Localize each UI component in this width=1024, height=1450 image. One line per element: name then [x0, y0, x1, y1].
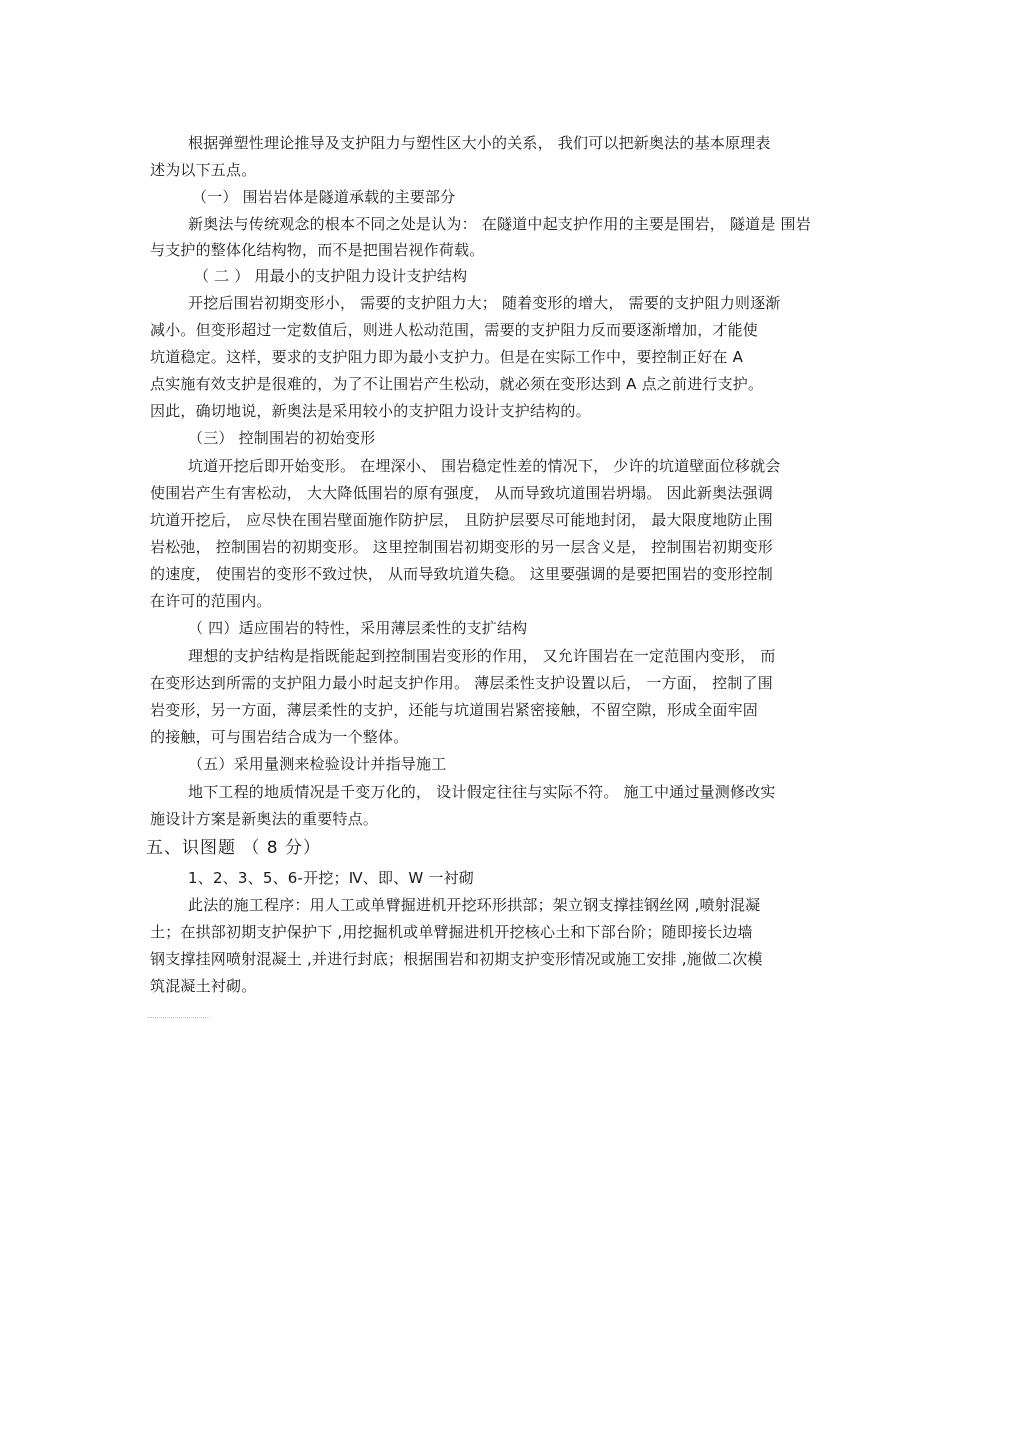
- paragraph-line: 坑道稳定。这样，要求的支护阻力即为最小支护力。但是在实际工作中，要控制正好在 A: [150, 348, 744, 366]
- paragraph-line: 在许可的范围内。: [150, 592, 272, 610]
- scan-artifact-divider: [148, 1017, 210, 1018]
- paragraph-line: 坑道开挖后即开始变形。 在埋深小、 围岩稳定性差的情况下， 少许的坑道壁面位移就会: [188, 457, 781, 475]
- section-heading-3: （三） 控制围岩的初始变形: [188, 429, 376, 447]
- section-heading-2: （ 二 ） 用最小的支护阻力设计支护结构: [194, 267, 468, 285]
- paragraph-line: 地下工程的地质情况是千变万化的， 设计假定往往与实际不符。 施工中通过量测修改实: [188, 783, 776, 801]
- paragraph-line: 坑道开挖后， 应尽快在围岩壁面施作防护层， 且防护层要尽可能地封闭， 最大限度地防止围: [150, 511, 773, 529]
- paragraph-line: 减小。但变形超过一定数值后，则进人松动范围，需要的支护阻力反而要逐渐增加，才能使: [150, 321, 759, 339]
- section-heading-5: （五）采用量测来检验设计并指导施工: [188, 755, 447, 773]
- question-heading: 五、识图题 （ 8 分）: [146, 838, 322, 858]
- paragraph-line: 岩变形，另一方面，薄层柔性的支护，还能与坑道围岩紧密接触，不留空隙，形成全面牢固: [150, 701, 759, 719]
- paragraph-line: 与支护的整体化结构物，而不是把围岩视作荷载。: [150, 241, 485, 259]
- paragraph-line: 钢支撑挂网喷射混凝土 ,并进行封底；根据围岩和初期支护变形情况或施工安排 ,施做二次模: [150, 950, 763, 968]
- paragraph-line: 1、2、3、5、6-开挖；Ⅳ、即、W 一衬砌: [188, 869, 474, 887]
- section-heading-1: （一） 围岩岩体是隧道承载的主要部分: [192, 188, 456, 206]
- paragraph-line: 的速度， 使围岩的变形不致过快， 从而导致坑道失稳。 这里要强调的是要把围岩的变形控制: [150, 565, 773, 583]
- paragraph-line: 根据弹塑性理论推导及支护阻力与塑性区大小的关系， 我们可以把新奥法的基本原理表: [188, 134, 771, 152]
- paragraph-line: 的接触，可与围岩结合成为一个整体。: [150, 728, 409, 746]
- paragraph-line: 土；在拱部初期支护保护下 ,用挖掘机或单臂掘进机开挖核心土和下部台阶；随即接长边墙: [150, 923, 753, 941]
- section-heading-4: （ 四）适应围岩的特性，采用薄层柔性的支扩结构: [188, 619, 528, 637]
- paragraph-line: 施设计方案是新奥法的重要特点。: [150, 810, 379, 828]
- paragraph-line: 因此，确切地说，新奥法是采用较小的支护阻力设计支护结构的。: [150, 402, 591, 420]
- paragraph-line: 筑混凝土衬砌。: [150, 977, 257, 995]
- paragraph-line: 理想的支护结构是指既能起到控制围岩变形的作用， 又允许围岩在一定范围内变形， 而: [188, 647, 776, 665]
- paragraph-line: 新奥法与传统观念的根本不同之处是认为： 在隧道中起支护作用的主要是围岩， 隧道是 围岩: [188, 215, 811, 233]
- paragraph-line: 点实施有效支护是很难的，为了不让围岩产生松动，就必须在变形达到 A 点之前进行支护。: [150, 375, 764, 393]
- paragraph-line: 使围岩产生有害松动， 大大降低围岩的原有强度， 从而导致坑道围岩坍塌。 因此新奥法强调: [150, 484, 773, 502]
- paragraph-line: 岩松弛， 控制围岩的初期变形。 这里控制围岩初期变形的另一层含义是， 控制围岩初期变形: [150, 538, 773, 556]
- paragraph-line: 开挖后围岩初期变形小， 需要的支护阻力大； 随着变形的增大， 需要的支护阻力则逐渐: [188, 294, 781, 312]
- paragraph-line: 在变形达到所需的支护阻力最小时起支护作用。 薄层柔性支护设置以后， 一方面， 控制了围: [150, 674, 773, 692]
- paragraph-line: 此法的施工程序：用人工或单臂掘进机开挖环形拱部；架立钢支撑挂钢丝网 ,喷射混凝: [188, 896, 761, 914]
- paragraph-line: 述为以下五点。: [150, 161, 257, 179]
